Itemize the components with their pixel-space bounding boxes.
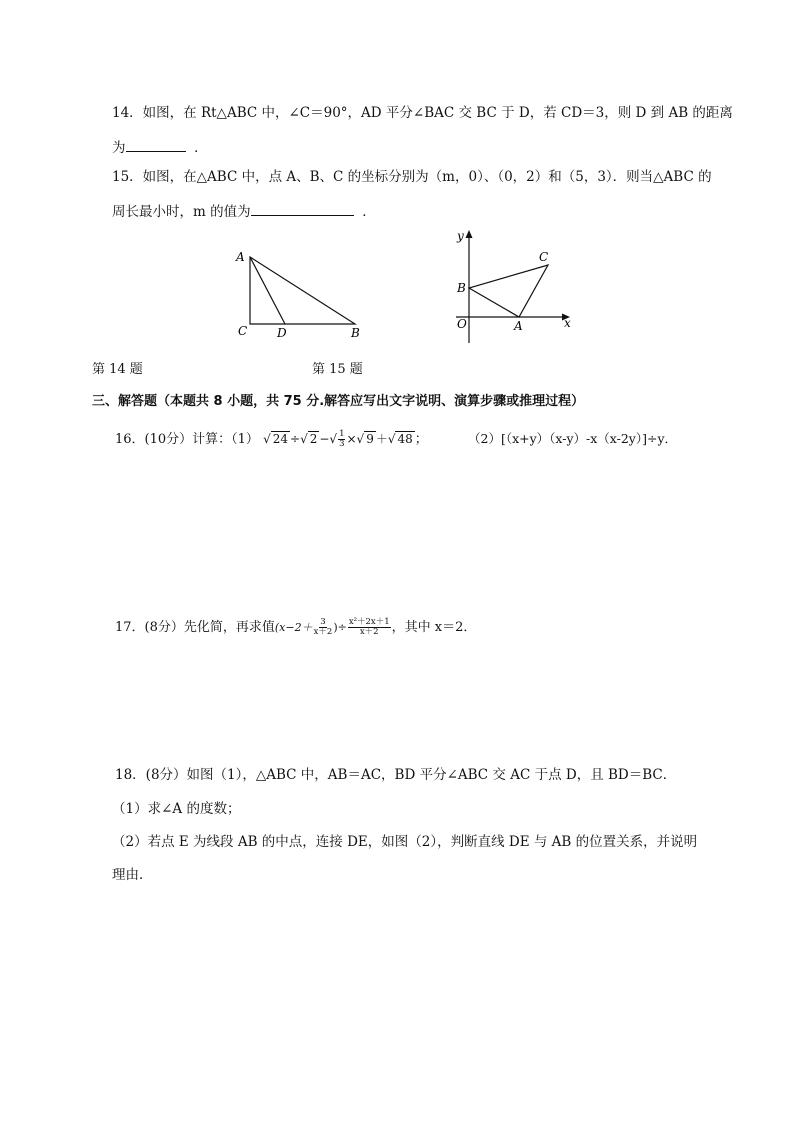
- q15-line1: 15．如图，在△ABC 中，点 A、B、C 的坐标分别为（m，0）、（0，2）和（5，3）．则当△ABC 的: [112, 169, 712, 185]
- figure-14: [228, 245, 378, 345]
- segment-ad: [250, 257, 285, 324]
- q17-expr-b: )÷: [333, 621, 347, 634]
- label-a: A: [236, 250, 245, 264]
- section-3-heading: 三、解答题（本题共 8 小题，共 75 分.解答应写出文字说明、演算步骤或推理过程）: [92, 394, 585, 409]
- q17-expr-a: (x−2＋: [274, 621, 313, 634]
- q15-line2-suffix: ．: [362, 204, 376, 220]
- q16-expression: √ 24 ÷√ 2 −√ $\frac{1}{3}$ ×√ 9 ＋√ 48: [263, 429, 413, 449]
- q16-radicand-4: 48: [397, 432, 413, 446]
- label-d: D: [277, 326, 287, 340]
- q17-fraction-2: $\frac{\text{x²＋2x＋1}}{x+2}$: [348, 617, 390, 637]
- q14-line1: 14．如图，在 Rt△ABC 中，∠C＝90°，AD 平分∠BAC 交 BC 于 D，若 CD＝3，则 D 到 AB 的距离: [112, 105, 733, 121]
- q15-line2: [112, 201, 376, 221]
- q17-fraction-1: $\frac{3}{x+2}$: [313, 617, 333, 637]
- q16-line: [115, 428, 428, 449]
- figure-15-caption: 第 15 题: [312, 362, 363, 377]
- triangle-abc: [250, 257, 355, 324]
- label-c: C: [539, 250, 549, 264]
- q18-line3: （2）若点 E 为线段 AB 的中点，连接 DE，如图（2），判断直线 DE 与 AB 的位置关系，并说明: [112, 834, 698, 850]
- q15-answer-blank[interactable]: [251, 201, 354, 216]
- q14-line2-suffix: ．: [194, 140, 208, 156]
- q17-prefix: 17．(8分）先化简，再求值: [115, 620, 275, 635]
- q16-part2: （2）[（x+y）（x-y）-x（x-2y）]÷y．: [468, 431, 678, 446]
- label-o: O: [457, 317, 467, 331]
- label-b: B: [457, 281, 466, 295]
- q16-radicand-1: 24: [272, 432, 289, 446]
- q16-end-1: ；: [414, 432, 428, 447]
- q17-line: [115, 616, 476, 637]
- triangle-abc-coords: [469, 265, 548, 317]
- label-a: A: [514, 319, 523, 333]
- q16-fraction: $\frac{1}{3}$: [339, 429, 345, 449]
- q16-radicand-3: 9: [366, 432, 374, 446]
- q14-answer-blank[interactable]: [126, 137, 186, 152]
- q16-radicand-2: 2: [309, 432, 318, 446]
- label-b: B: [351, 326, 360, 340]
- figure-14-caption: 第 14 题: [92, 362, 143, 377]
- label-y: y: [457, 229, 464, 243]
- q18-line2: （1）求∠A 的度数；: [112, 801, 241, 817]
- q16-prefix: 16．(10分）计算：（1）: [115, 432, 259, 447]
- q18-line1: 18．(8分）如图（1），△ABC 中，AB＝AC，BD 平分∠ABC 交 AC 于点 D，且 BD＝BC．: [115, 767, 677, 783]
- label-x: x: [564, 316, 571, 330]
- q17-suffix: ，其中 x＝2．: [391, 620, 477, 635]
- q14-line2: [112, 137, 208, 157]
- label-c: C: [238, 324, 248, 338]
- q14-line2-prefix: 为: [112, 140, 126, 156]
- q18-line4: 理由．: [112, 867, 153, 883]
- y-axis-arrow: [466, 230, 473, 238]
- figure-15: [452, 226, 582, 346]
- q15-line2-prefix: 周长最小时，m 的值为: [112, 204, 251, 220]
